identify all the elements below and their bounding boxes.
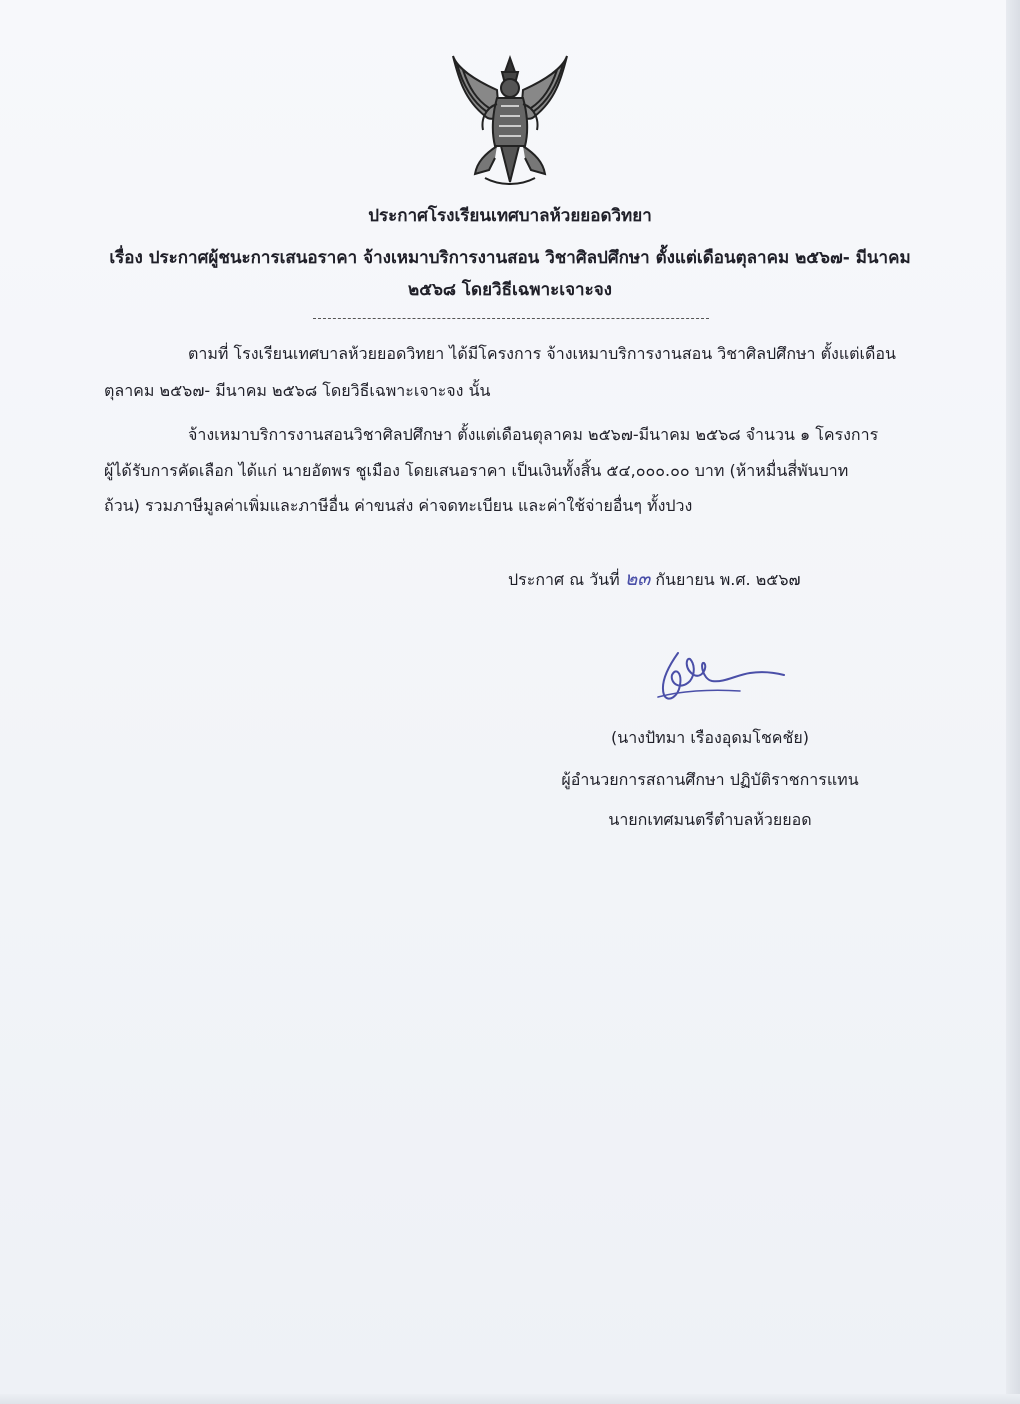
- subject-line-2: ๒๕๖๘ โดยวิธีเฉพาะเจาะจง: [408, 280, 612, 300]
- date-line: [508, 568, 801, 591]
- subject-line-1: เรื่อง ประกาศผู้ชนะการเสนอราคา จ้างเหมาบริการงานสอน วิชาศิลปศึกษา ตั้งแต่เดือนตุลาคม ๒๕๖๗- มีนาคม: [109, 248, 911, 268]
- dashed-divider: [313, 318, 709, 319]
- paragraph-1-line-1: ตามที่ โรงเรียนเทศบาลห้วยยอดวิทยา ได้มีโครงการ จ้างเหมาบริการงานสอน วิชาศิลปศึกษา ตั้งแต่เดือน: [188, 344, 896, 363]
- paragraph-2-line-2: ผู้ได้รับการคัดเลือก ได้แก่ นายอัตพร ชูเมือง โดยเสนอราคา เป็นเงินทั้งสิ้น ๕๔,๐๐๐.๐๐ บาท (ห้าหมื่นสี่พันบาท: [104, 461, 849, 480]
- paragraph-1-line-2: ตุลาคม ๒๕๖๗- มีนาคม ๒๕๖๘ โดยวิธีเฉพาะเจาะจง นั้น: [104, 381, 491, 400]
- date-prefix: ประกาศ ณ วันที่: [508, 570, 620, 589]
- announcement-title: ประกาศโรงเรียนเทศบาลห้วยยอดวิทยา: [368, 206, 652, 226]
- signatory-name: (นางปัทมา เรืองอุดมโชคชัย): [611, 728, 809, 747]
- date-suffix: กันยายน พ.ศ. ๒๕๖๗: [655, 570, 801, 589]
- signature-mark: [650, 645, 790, 710]
- signatory-position-1: ผู้อำนวยการสถานศึกษา ปฏิบัติราชการแทน: [561, 770, 859, 789]
- date-day-handwritten: ๒๓: [624, 568, 651, 590]
- signatory-position-2: นายกเทศมนตรีตำบลห้วยยอด: [608, 810, 812, 829]
- garuda-emblem-icon: [445, 50, 575, 190]
- paragraph-2-line-3: ถ้วน) รวมภาษีมูลค่าเพิ่มและภาษีอื่น ค่าขนส่ง ค่าจดทะเบียน และค่าใช้จ่ายอื่นๆ ทั้งปวง: [104, 496, 693, 515]
- paper-edge-bottom: [0, 1394, 1020, 1404]
- paragraph-2-line-1: จ้างเหมาบริการงานสอนวิชาศิลปศึกษา ตั้งแต่เดือนตุลาคม ๒๕๖๗-มีนาคม ๒๕๖๘ จำนวน ๑ โครงการ: [188, 425, 879, 444]
